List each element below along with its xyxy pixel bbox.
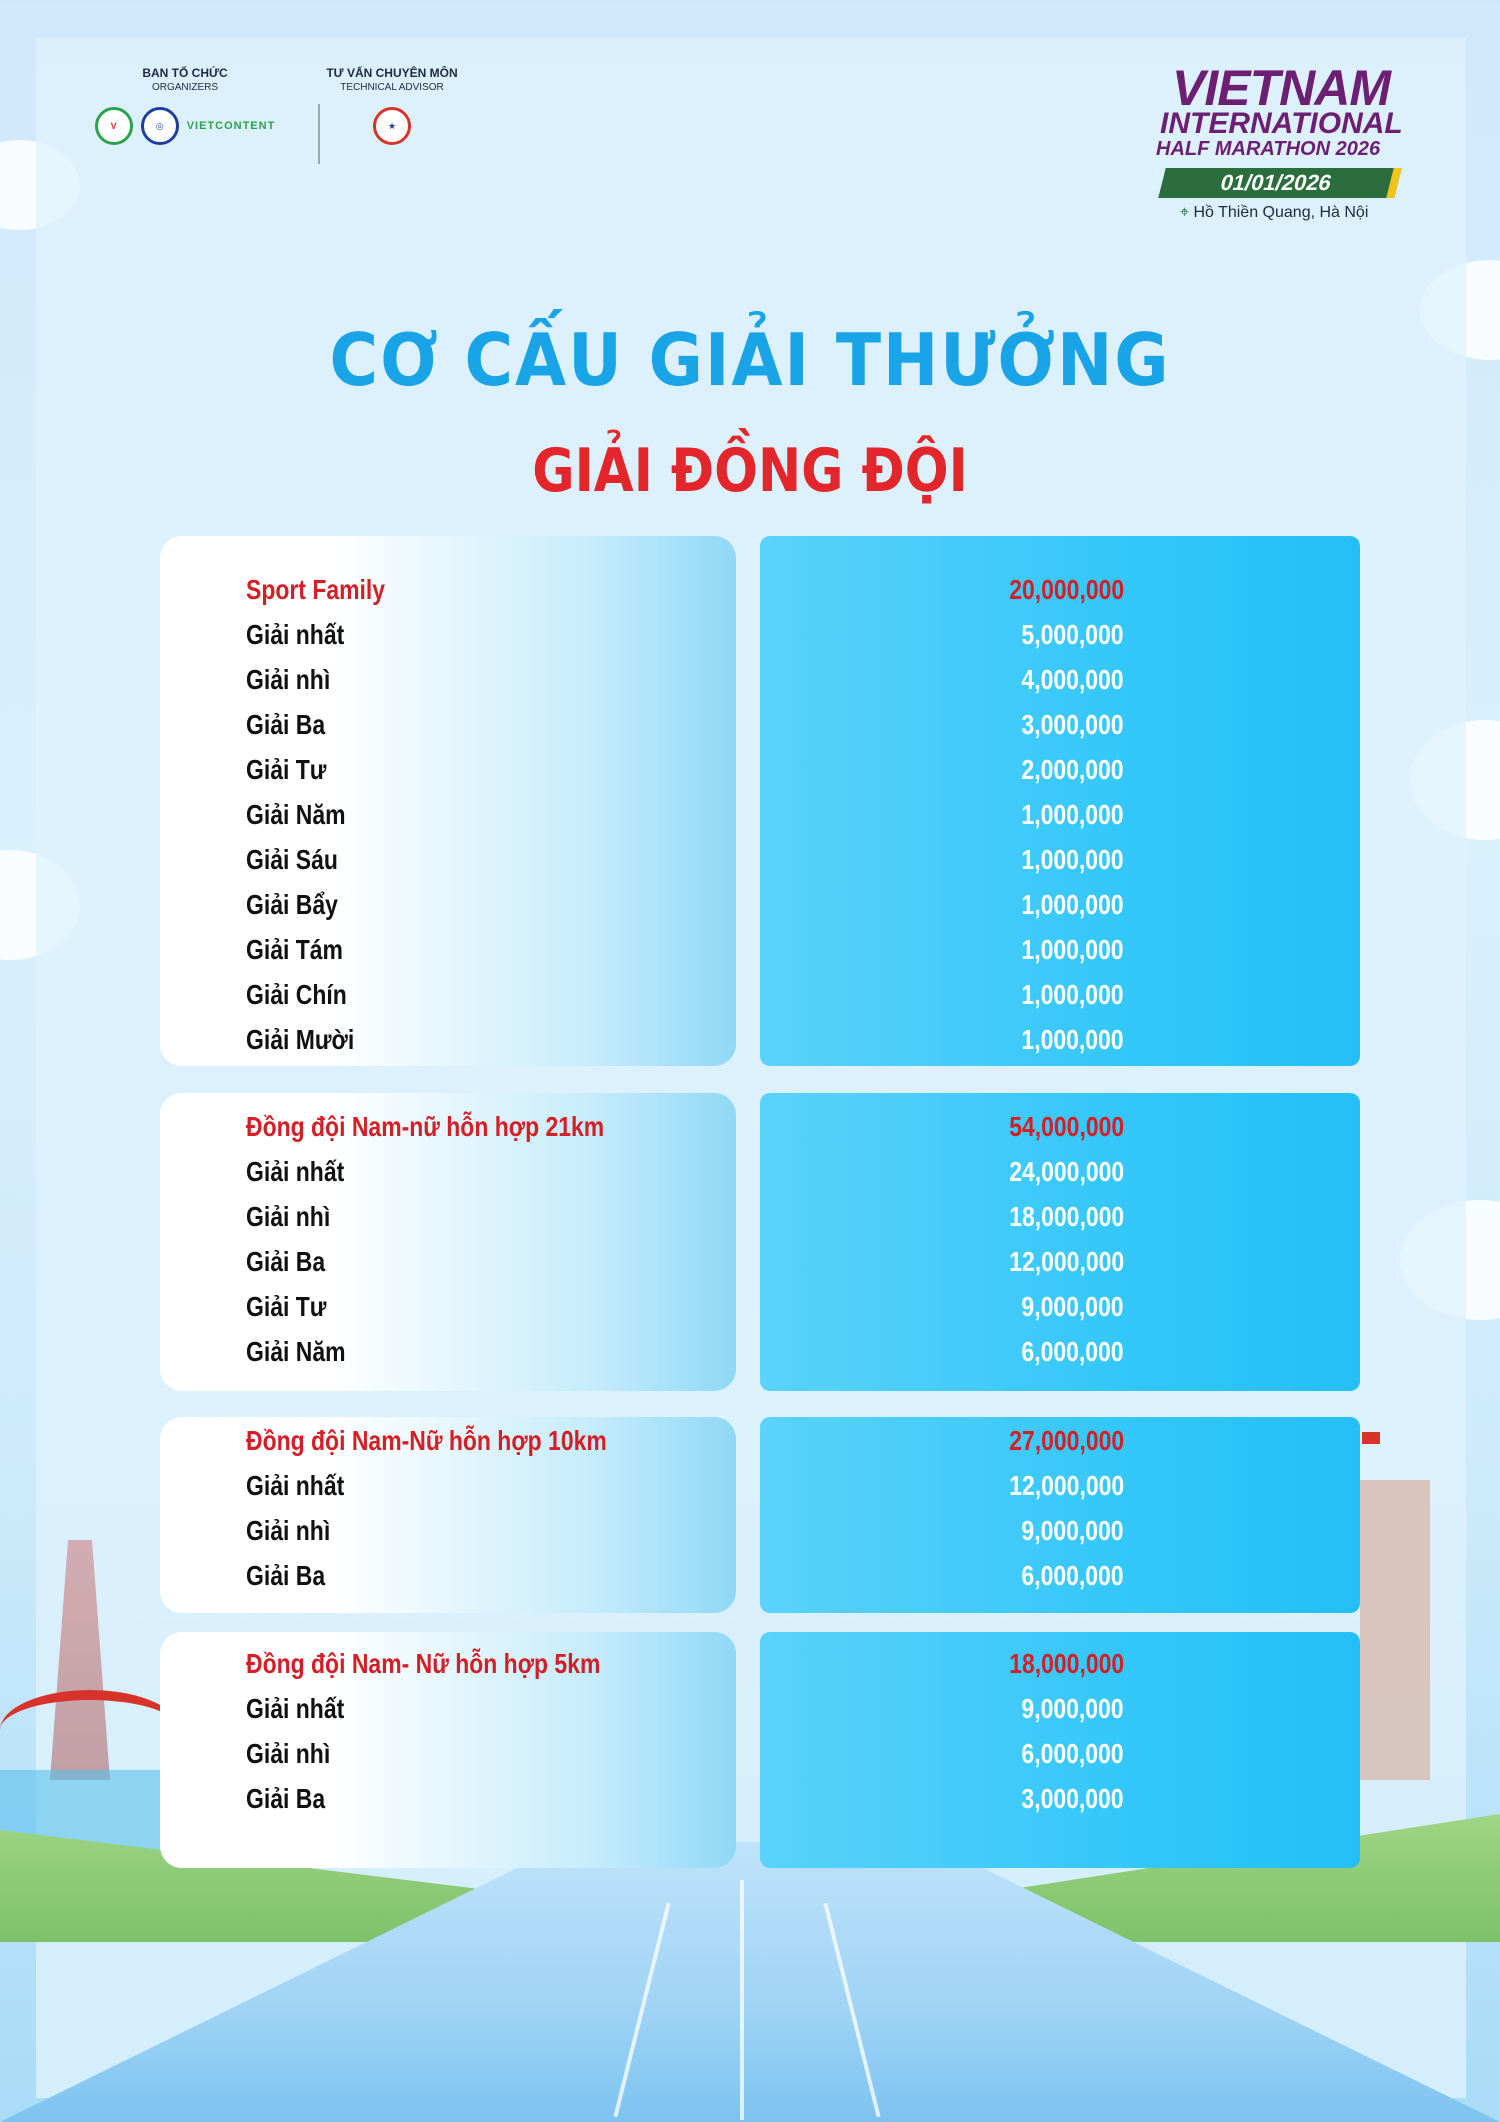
section-name: Đồng đội Nam-nữ hỗn hợp 21km [246,1111,605,1142]
prize-amount: 6,000,000 [1021,1336,1124,1367]
prize-label: Giải nhất [246,1156,345,1187]
prize-amount: 1,000,000 [1021,799,1124,830]
prize-amount: 6,000,000 [1021,1738,1124,1769]
prize-amount: 9,000,000 [1021,1693,1124,1724]
red-bridge-illustration [0,1690,180,1770]
prize-row [160,746,1360,790]
prize-label: Giải nhì [246,1515,331,1546]
prize-amount: 1,000,000 [1021,1024,1124,1055]
prize-row [160,791,1360,835]
prize-row [160,1507,1360,1551]
section-name: Đồng đội Nam- Nữ hỗn hợp 5km [246,1648,601,1679]
prize-row [160,611,1360,655]
event-name-line3: HALF MARATHON 2026 [1156,138,1381,160]
prize-label: Giải Bẩy [246,889,338,920]
event-logo [1150,60,1450,222]
prize-row [160,1016,1360,1060]
event-location-text: Hồ Thiền Quang, Hà Nội [1193,204,1369,221]
prize-amount: 5,000,000 [1021,619,1124,650]
prize-row [160,1552,1360,1596]
section-name: Sport Family [246,574,386,605]
section-header-row [160,1417,1360,1461]
sports-federation-logo-icon: V [95,107,133,145]
prize-amount: 24,000,000 [1009,1156,1124,1187]
hanoi-emblem-logo-icon: ◎ [141,107,179,145]
section-header-row [160,566,1360,610]
prize-row [160,971,1360,1015]
prize-row [160,701,1360,745]
event-name-line1: VIETNAM [1172,60,1390,116]
page-title: CƠ CẤU GIẢI THƯỞNG [329,318,1171,402]
vietcontent-logo: VIETCONTENT [186,120,276,132]
flag-icon [1362,1432,1380,1444]
prize-label: Giải Tám [246,934,343,965]
technical-advisor-block [318,66,466,145]
prize-label: Giải nhì [246,1201,331,1232]
organizers-subtitle: ORGANIZERS [151,82,219,93]
prize-row [160,926,1360,970]
advisor-logos [318,107,466,145]
prize-amount: 1,000,000 [1021,979,1124,1010]
prize-label: Giải Tư [246,754,327,785]
prize-label: Giải Năm [246,799,346,830]
prize-row [160,1328,1360,1372]
flag-tower-illustration [1360,1480,1430,1780]
prize-row [160,1238,1360,1282]
prize-amount: 1,000,000 [1021,889,1124,920]
section-total: 18,000,000 [1009,1648,1124,1679]
prize-label: Giải nhất [246,1470,345,1501]
prize-amount: 9,000,000 [1021,1515,1124,1546]
prize-section-10km [160,1417,1360,1613]
organizers-block [85,66,285,145]
prize-label: Giải nhì [246,1738,331,1769]
prize-label: Giải Chín [246,979,347,1010]
page-subtitle: GIẢI ĐỒNG ĐỘI [532,436,968,506]
prize-label: Giải Tư [246,1291,327,1322]
prize-amount: 12,000,000 [1009,1246,1124,1277]
organizer-logos [85,107,285,145]
prize-label: Giải nhì [246,664,331,695]
organizers-title: BAN TỔ CHỨC [142,66,228,80]
prize-row [160,656,1360,700]
prize-row [160,1462,1360,1506]
prize-label: Giải Ba [246,1783,326,1814]
prize-row [160,1730,1360,1774]
prize-section-5km [160,1632,1360,1868]
advisor-subtitle: TECHNICAL ADVISOR [340,82,444,93]
prize-amount: 1,000,000 [1021,844,1124,875]
prize-amount: 4,000,000 [1021,664,1124,695]
track-line [740,1880,744,2120]
prize-amount: 3,000,000 [1021,709,1124,740]
prize-row [160,1283,1360,1327]
prize-label: Giải Ba [246,1560,326,1591]
event-location [1150,204,1450,222]
advisor-title: TƯ VẤN CHUYÊN MÔN [326,66,458,80]
prize-label: Giải nhất [246,619,345,650]
prize-amount: 3,000,000 [1021,1783,1124,1814]
prize-section-sport-family [160,536,1360,1066]
prize-row [160,1775,1360,1819]
prize-label: Giải nhất [246,1693,345,1724]
section-name: Đồng đội Nam-Nữ hỗn hợp 10km [246,1425,607,1456]
prize-row [160,836,1360,880]
prize-amount: 9,000,000 [1021,1291,1124,1322]
prize-amount: 12,000,000 [1009,1470,1124,1501]
event-date: 01/01/2026 [1158,168,1401,198]
prize-amount: 1,000,000 [1021,934,1124,965]
section-header-row [160,1103,1360,1147]
prize-row [160,1193,1360,1237]
prize-label: Giải Ba [246,1246,326,1277]
prize-amount: 18,000,000 [1009,1201,1124,1232]
section-total: 27,000,000 [1009,1425,1124,1456]
location-pin-icon: ⌖ [1180,204,1190,221]
prize-label: Giải Ba [246,709,326,740]
section-total: 20,000,000 [1009,574,1124,605]
prize-label: Giải Sáu [246,844,338,875]
prize-section-21km [160,1093,1360,1391]
prize-row [160,1685,1360,1729]
prize-label: Giải Năm [246,1336,346,1367]
prize-row [160,881,1360,925]
event-name-line2: INTERNATIONAL [1160,107,1403,140]
athletics-federation-logo-icon: ★ [373,107,411,145]
section-total: 54,000,000 [1009,1111,1124,1142]
prize-amount: 2,000,000 [1021,754,1124,785]
prize-amount: 6,000,000 [1021,1560,1124,1591]
prize-label: Giải Mười [246,1024,355,1055]
section-header-row [160,1640,1360,1684]
prize-row [160,1148,1360,1192]
